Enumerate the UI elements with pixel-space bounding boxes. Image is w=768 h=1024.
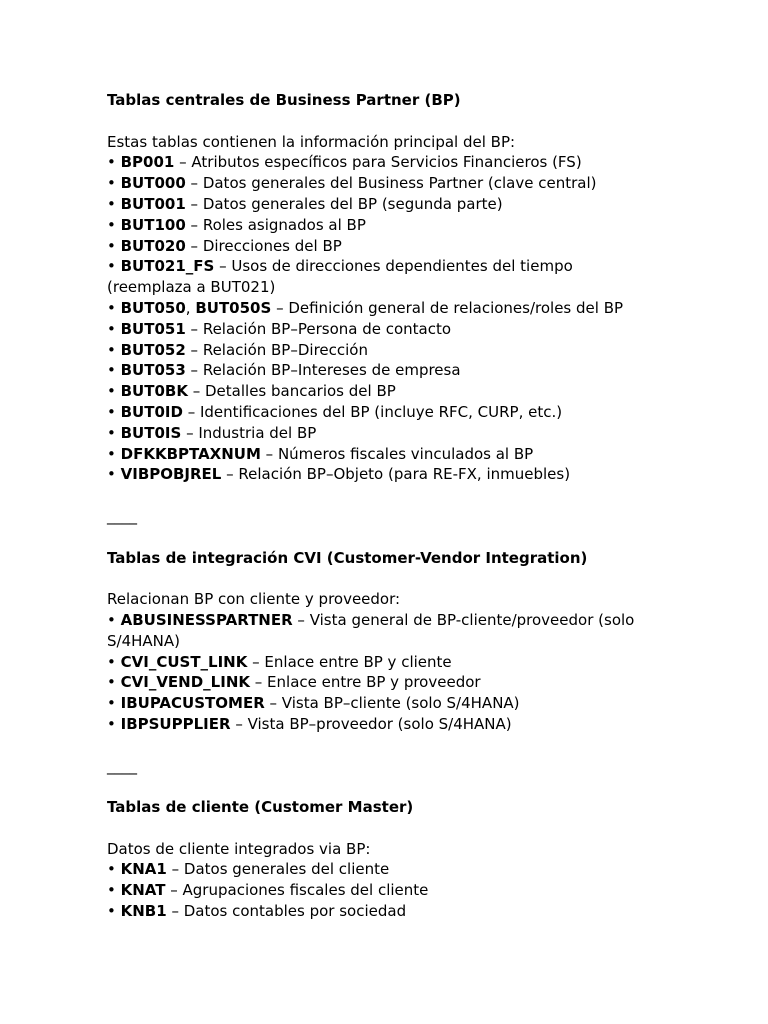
table-list — [107, 859, 652, 921]
table-code: BUT050 — [120, 298, 186, 317]
list-item: • BUT0IS – Industria del BP — [107, 423, 317, 442]
table-code: ABUSINESSPARTNER — [120, 610, 293, 629]
table-code: BUT053 — [120, 361, 186, 380]
list-item: • KNB1 – Datos contables por sociedad — [107, 902, 407, 921]
table-code: BUT021_FS — [120, 257, 215, 276]
section-intro: Datos de cliente integrados via BP: — [107, 839, 371, 858]
table-code: BP001 — [120, 153, 175, 172]
table-code: KNA1 — [120, 860, 167, 879]
table-code: BUT100 — [120, 215, 186, 234]
table-code: BUT000 — [120, 174, 186, 193]
list-item: • DFKKBPTAXNUM – Números fiscales vinculados al BP — [107, 444, 534, 463]
table-code: IBUPACUSTOMER — [120, 694, 265, 713]
list-item: • BUT021_FS – Usos de direcciones dependientes del tiempo (reemplaza a BUT021) — [107, 257, 573, 297]
list-item: • IBPSUPPLIER – Vista BP–proveedor (solo S/4HANA) — [107, 714, 512, 733]
table-code: KNB1 — [120, 902, 167, 921]
list-item: • BP001 – Atributos específicos para Servicios Financieros (FS) — [107, 153, 582, 172]
list-item: • BUT052 – Relación BP–Dirección — [107, 340, 368, 359]
table-code: BUT0IS — [120, 423, 182, 442]
list-item: • KNA1 – Datos generales del cliente — [107, 860, 390, 879]
section-title: Tablas centrales de Business Partner (BP) — [107, 91, 461, 109]
table-code: VIBPOBJREL — [120, 465, 222, 484]
table-code: BUT0BK — [120, 382, 188, 401]
list-item: • BUT100 – Roles asignados al BP — [107, 215, 366, 234]
table-code: CVI_CUST_LINK — [120, 652, 248, 671]
section-separator: ____ — [107, 756, 137, 775]
table-code: IBPSUPPLIER — [120, 714, 231, 733]
section-separator: ____ — [107, 506, 137, 525]
list-item: • IBUPACUSTOMER – Vista BP–cliente (solo S/4HANA) — [107, 694, 520, 713]
table-code: BUT0ID — [120, 402, 183, 421]
list-item: • KNAT – Agrupaciones fiscales del cliente — [107, 881, 429, 900]
table-list — [107, 610, 652, 735]
section-title: Tablas de integración CVI (Customer-Vendor Integration) — [107, 548, 588, 567]
list-item: • BUT0BK – Detalles bancarios del BP — [107, 382, 396, 401]
list-item: • BUT001 – Datos generales del BP (segunda parte) — [107, 194, 503, 213]
table-code: CVI_VEND_LINK — [120, 673, 250, 692]
list-item: • BUT020 – Direcciones del BP — [107, 236, 342, 255]
list-item: • CVI_CUST_LINK – Enlace entre BP y cliente — [107, 652, 452, 671]
table-code: DFKKBPTAXNUM — [120, 444, 261, 463]
list-item: • CVI_VEND_LINK – Enlace entre BP y proveedor — [107, 673, 481, 692]
section-intro: Relacionan BP con cliente y proveedor: — [107, 590, 401, 609]
section-intro: Estas tablas contienen la información principal del BP: — [107, 132, 516, 151]
table-list — [107, 152, 652, 485]
section-title: Tablas de cliente (Customer Master) — [107, 798, 414, 817]
list-item: • BUT053 – Relación BP–Intereses de empresa — [107, 361, 461, 380]
table-code: BUT050S — [195, 298, 272, 317]
document-page — [107, 90, 652, 922]
table-code: BUT020 — [120, 236, 186, 255]
table-code: BUT051 — [120, 319, 186, 338]
list-item: • BUT051 – Relación BP–Persona de contacto — [107, 319, 452, 338]
table-code: BUT001 — [120, 194, 186, 213]
list-item: • ABUSINESSPARTNER – Vista general de BP-cliente/proveedor (solo S/4HANA) — [107, 610, 635, 650]
table-code: KNAT — [120, 881, 166, 900]
list-item: • BUT000 – Datos generales del Business Partner (clave central) — [107, 174, 597, 193]
list-item: • BUT0ID – Identificaciones del BP (incluye RFC, CURP, etc.) — [107, 402, 563, 421]
table-code: BUT052 — [120, 340, 186, 359]
list-item: • VIBPOBJREL – Relación BP–Objeto (para RE-FX, inmuebles) — [107, 465, 571, 484]
list-item: • BUT050, BUT050S – Definición general de relaciones/roles del BP — [107, 298, 624, 317]
